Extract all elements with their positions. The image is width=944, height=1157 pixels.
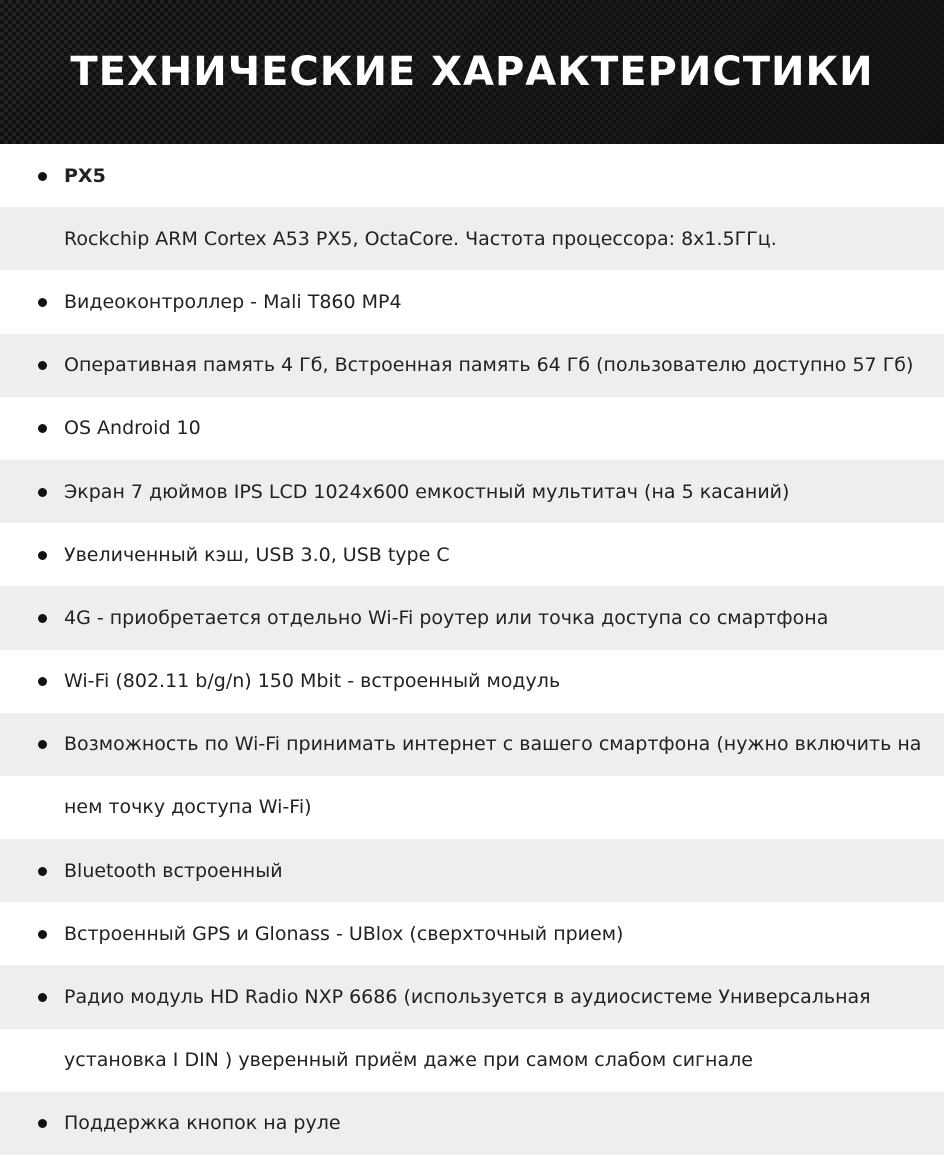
spec-text: установка I DIN ) уверенный приём даже при самом слабом сигнале xyxy=(64,1049,753,1072)
spec-row-bluetooth xyxy=(0,839,944,902)
spec-text: Экран 7 дюймов IPS LCD 1024x600 емкостный мультитач (на 5 касаний) xyxy=(64,480,790,503)
spec-text: PX5 xyxy=(64,164,106,187)
spec-row-wifi xyxy=(0,650,944,713)
spec-text: Оперативная память 4 Гб, Встроенная память 64 Гб (пользователю доступно 57 Гб) xyxy=(64,354,914,377)
header-banner xyxy=(0,0,944,144)
bullet-icon xyxy=(38,930,47,939)
spec-text: Увеличенный кэш, USB 3.0, USB type C xyxy=(64,543,450,566)
spec-row-radio xyxy=(0,965,944,1028)
bullet-icon xyxy=(38,298,47,307)
spec-text: Rockchip ARM Cortex A53 PX5, OctaCore. Частота процессора: 8x1.5ГГц. xyxy=(64,227,777,250)
page-title: ТЕХНИЧЕСКИЕ ХАРАКТЕРИСТИКИ xyxy=(70,49,874,95)
spec-row-radio-cont xyxy=(0,1029,944,1092)
spec-row-hotspot xyxy=(0,713,944,776)
bullet-icon xyxy=(38,551,47,560)
spec-row-4g xyxy=(0,586,944,649)
spec-row-processor xyxy=(0,207,944,270)
bullet-icon xyxy=(38,993,47,1002)
bullet-icon xyxy=(38,677,47,686)
spec-text: Wi-Fi (802.11 b/g/n) 150 Mbit - встроенный модуль xyxy=(64,670,561,693)
spec-text: Возможность по Wi-Fi принимать интернет с вашего смартфона (нужно включить на xyxy=(64,733,922,756)
spec-row-chip-name xyxy=(0,144,944,207)
spec-row-os xyxy=(0,397,944,460)
spec-row-memory xyxy=(0,334,944,397)
spec-row-gps xyxy=(0,902,944,965)
spec-list xyxy=(0,144,944,1155)
bullet-icon xyxy=(38,488,47,497)
spec-row-gpu xyxy=(0,270,944,333)
spec-text: Поддержка кнопок на руле xyxy=(64,1112,341,1135)
spec-text: Видеоконтроллер - Mali T860 MP4 xyxy=(64,290,402,313)
bullet-icon xyxy=(38,361,47,370)
spec-text: 4G - приобретается отдельно Wi-Fi роутер или точка доступа со смартфона xyxy=(64,606,829,629)
spec-row-usb xyxy=(0,523,944,586)
spec-row-steering xyxy=(0,1092,944,1155)
spec-row-hotspot-cont xyxy=(0,776,944,839)
bullet-icon xyxy=(38,740,47,749)
bullet-icon xyxy=(38,1119,47,1128)
bullet-icon xyxy=(38,424,47,433)
spec-text: Встроенный GPS и Glonass - UBlox (сверхточный прием) xyxy=(64,922,624,945)
spec-text: нем точку доступа Wi-Fi) xyxy=(64,796,312,819)
spec-text: Bluetooth встроенный xyxy=(64,859,283,882)
spec-text: OS Android 10 xyxy=(64,417,201,440)
bullet-icon xyxy=(38,614,47,623)
bullet-icon xyxy=(38,172,47,181)
spec-row-screen xyxy=(0,460,944,523)
bullet-icon xyxy=(38,867,47,876)
spec-text: Радио модуль HD Radio NXP 6686 (используется в аудиосистеме Универсальная xyxy=(64,986,871,1009)
